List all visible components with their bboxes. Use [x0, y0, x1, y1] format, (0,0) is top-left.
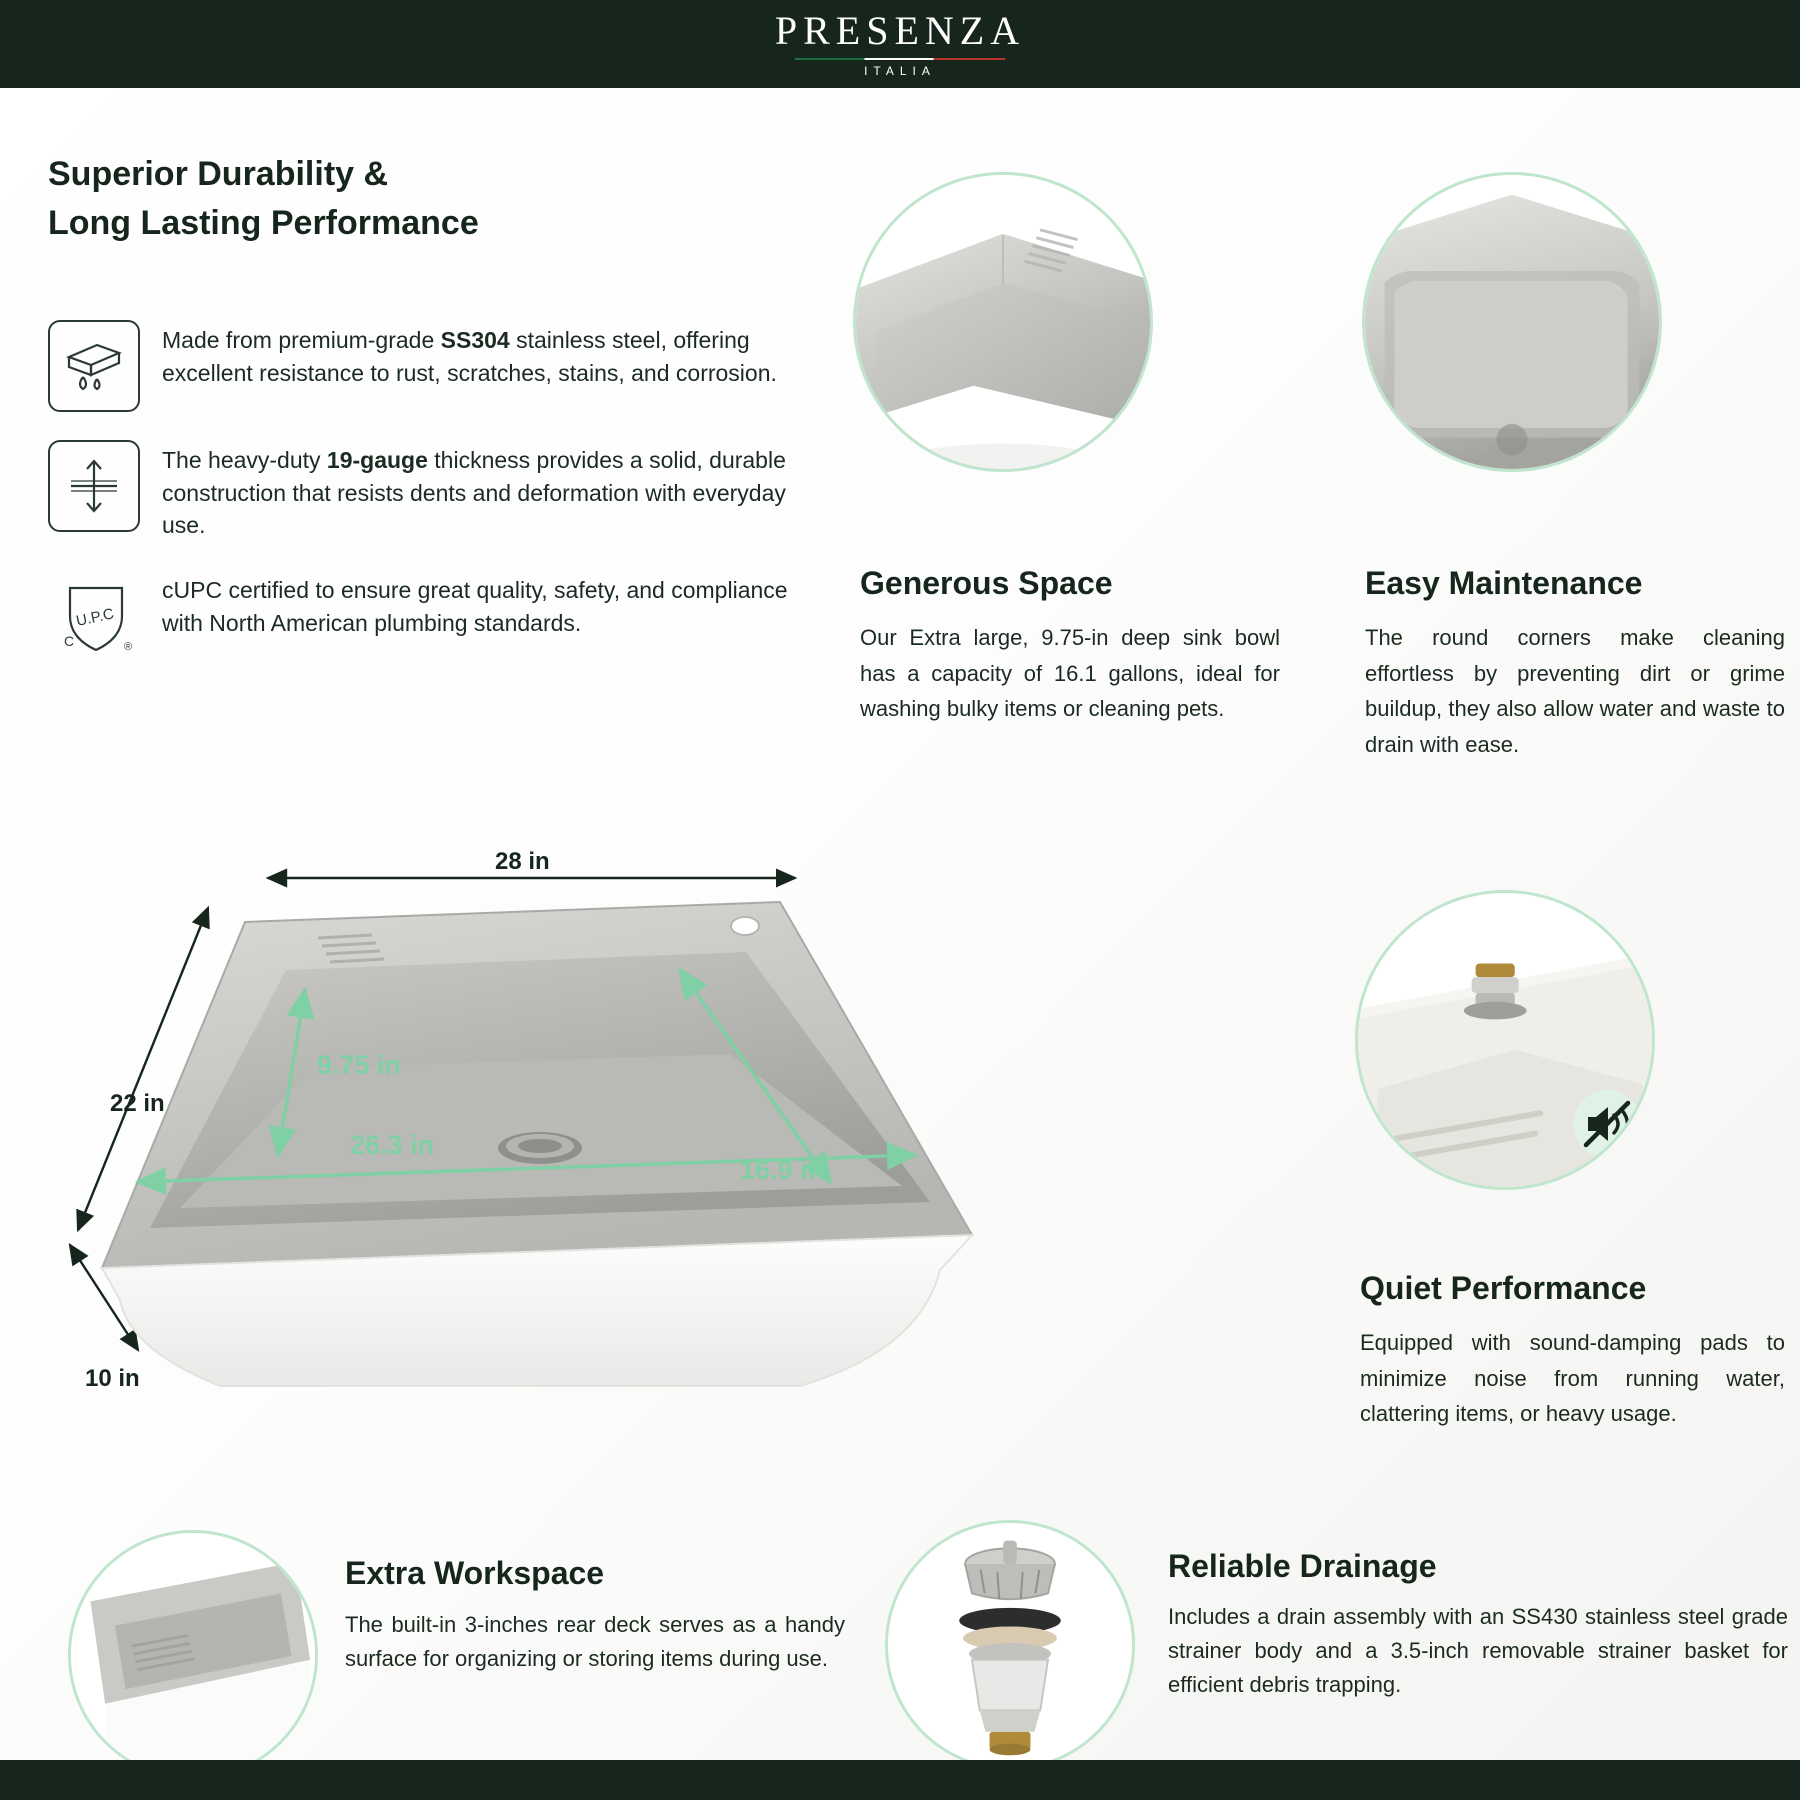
section-title-reliable-drainage: Reliable Drainage: [1168, 1548, 1437, 1584]
dimension-depth-left: 22 in: [110, 1090, 165, 1117]
rounded-corner-illustration: [1365, 175, 1659, 469]
drain-assembly-illustration: [888, 1523, 1132, 1767]
brand-header: [0, 0, 1800, 88]
section-body-quiet-performance: Equipped with sound-damping pads to minimize noise from running water, clattering items, or heavy usage.: [1360, 1330, 1785, 1427]
list-item-label: [162, 570, 808, 662]
bullet-text-bold: SS304: [440, 327, 510, 353]
svg-text:C: C: [64, 632, 75, 649]
list-item: [48, 320, 808, 412]
section-body-reliable-drainage: Includes a drain assembly with an SS430 stainless steel grade strainer body and a 3.5-inch removable strainer basket for efficient debris trapping.: [1168, 1604, 1788, 1698]
list-item-label: [162, 320, 808, 412]
photo-generous-space: [853, 172, 1153, 472]
section-title-generous-space: Generous Space: [860, 565, 1113, 601]
photo-extra-workspace: [68, 1530, 318, 1780]
sink-dimension-diagram: [40, 830, 1160, 1460]
photo-easy-maintenance: [1362, 172, 1662, 472]
cupc-shield-icon: [48, 570, 140, 662]
list-item: [48, 440, 808, 542]
svg-text:®: ®: [124, 640, 133, 653]
page-title-line1: Superior Durability &: [48, 155, 389, 193]
mute-speaker-icon: [1570, 1087, 1644, 1161]
photo-quiet-performance: [1355, 890, 1655, 1190]
brand-rule: [795, 58, 1005, 60]
section-body-generous-space: Our Extra large, 9.75-in deep sink bowl has a capacity of 16.1 gallons, ideal for washing bulky items or cleaning pets.: [860, 625, 1280, 722]
bullet-text-b: stainless steel, offering excellent resistance to rust, scratches, stains, and corrosion.: [162, 327, 777, 386]
thickness-gauge-icon: [48, 440, 140, 532]
section-body-extra-workspace: The built-in 3-inches rear deck serves as a handy surface for organizing or storing items during use.: [345, 1612, 845, 1672]
dimension-width-top: 28 in: [495, 848, 550, 875]
section-title-easy-maintenance: Easy Maintenance: [1365, 565, 1643, 601]
bullet-text-a: Made from premium-grade: [162, 327, 441, 353]
dimension-bowl-depth: 9.75 in: [317, 1050, 402, 1080]
svg-text:U.P.C: U.P.C: [74, 605, 116, 630]
list-item: [48, 570, 808, 662]
page-title-line2: Long Lasting Performance: [48, 204, 479, 243]
brand-subtitle: ITALIA: [864, 64, 936, 78]
sink-diagram-svg: [40, 830, 1160, 1460]
dimension-bowl-width: 26.3 in: [350, 1130, 435, 1160]
brand-logo: [774, 8, 1026, 78]
rear-deck-illustration: [71, 1533, 315, 1777]
steel-sheet-icon: [48, 320, 140, 412]
section-title-quiet-performance: Quiet Performance: [1360, 1270, 1647, 1306]
dimension-bowl-right: 16.9 in: [740, 1155, 825, 1185]
bullet-text-a: cUPC certified to ensure great quality, safety, and compliance with North American plumbing standards.: [162, 576, 788, 636]
page-title: [48, 150, 688, 249]
bullet-text-b: thickness provides a solid, durable construction that resists dents and deformation with everyday use.: [162, 447, 786, 539]
section-title-extra-workspace: Extra Workspace: [345, 1555, 605, 1591]
bullet-text-a: The heavy-duty: [162, 447, 327, 473]
section-body-easy-maintenance: The round corners make cleaning effortless by preventing dirt or grime buildup, they also allow water and waste to drain with ease.: [1365, 625, 1785, 757]
feature-bullet-list: [48, 320, 808, 690]
bullet-text-bold: 19-gauge: [326, 447, 428, 473]
sink-bowl-illustration: [856, 175, 1150, 469]
dimension-height-left: 10 in: [85, 1365, 140, 1392]
list-item-label: [162, 440, 808, 542]
footer-bar: [0, 1760, 1800, 1800]
photo-reliable-drainage: [885, 1520, 1135, 1770]
brand-name: PRESENZA: [774, 8, 1026, 53]
